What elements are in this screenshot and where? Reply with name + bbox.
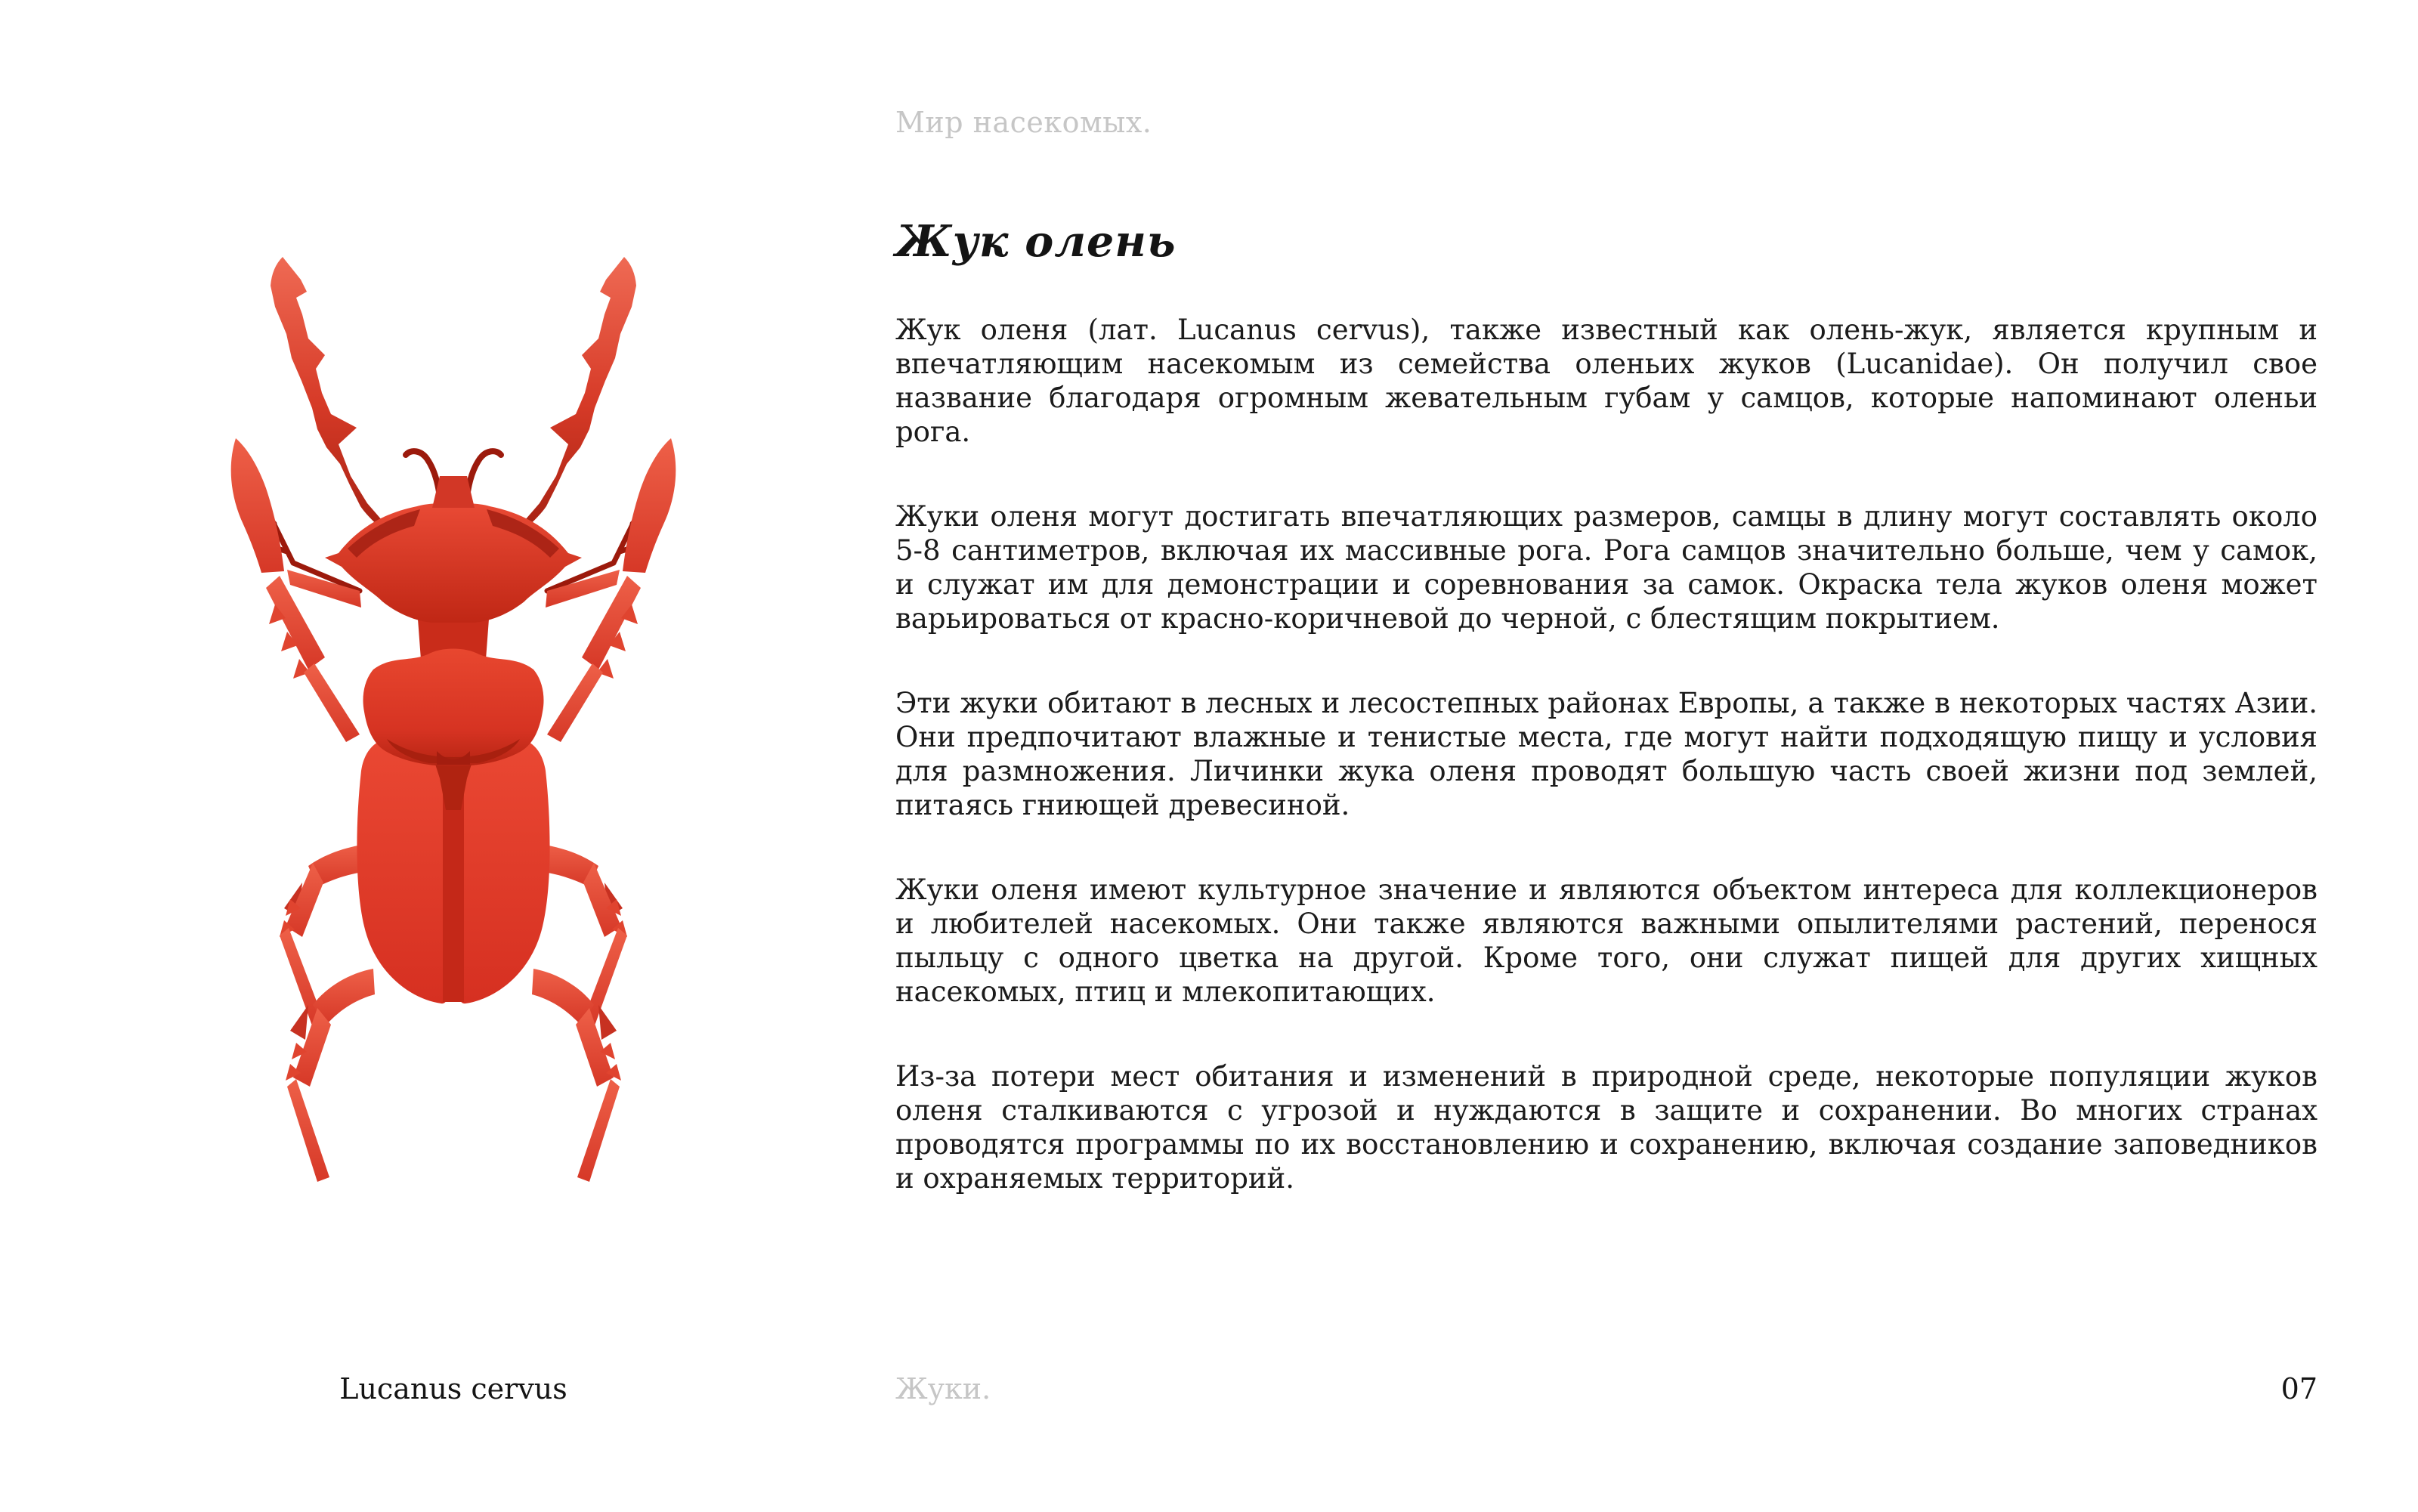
article-paragraph: Жуки оленя могут достигать впечатляющих размеров, самцы в длину могут составлять около 5-8 сантиметров, включая их массивные рога. Рога самцов значительно больше, чем у самок, и служат им для демонстрации и соревнования за самок. Окраска тела жуков оленя может варьироваться от красно-коричневой до черной, с блестящим покрытием. <box>895 500 2318 635</box>
stag-beetle-illustration <box>212 249 695 1186</box>
footer-section-label: Жуки. <box>895 1372 991 1405</box>
article-paragraph: Из-за потери мест обитания и изменений в природной среде, некоторые популяции жуков оленя сталкиваются с угрозой и нуждаются в защите и сохранении. Во многих странах проводятся программы по их восстановлению и сохранению, включая создание заповедников и охраняемых территорий. <box>895 1060 2318 1195</box>
article-body <box>895 313 2318 1246</box>
stag-beetle-icon <box>212 249 695 1186</box>
article-paragraph: Жук оленя (лат. Lucanus cervus), также известный как олень-жук, является крупным и впечатляющим насекомым из семейства оленьих жуков (Lucanidae). Он получил свое название благодаря огромным жевательным губам у самцов, которые напоминают оленьи рога. <box>895 314 2318 448</box>
series-eyebrow: Мир насекомых. <box>895 106 1152 139</box>
head-icon <box>325 503 582 623</box>
page-title: Жук олень <box>895 216 1177 267</box>
footer-species-label: Lucanus cervus <box>339 1372 567 1405</box>
pronotum-icon <box>363 649 544 767</box>
page-number: 07 <box>2280 1372 2318 1405</box>
article-paragraph: Эти жуки обитают в лесных и лесостепных районах Европы, а также в некоторых частях Азии. Они предпочитают влажные и тенистые места, где могут найти подходящую пищу и условия для размножения. Личинки жука оленя проводят большую часть своей жизни под землей, питаясь гниющей древесиной. <box>895 687 2318 821</box>
article-paragraph: Жуки оленя имеют культурное значение и являются объектом интереса для коллекционеров и любителей насекомых. Они также являются важными опылителями растений, перенося пыльцу с одного цветка на другой. Кроме того, они служат пищей для других хищных насекомых, птиц и млекопитающих. <box>895 873 2318 1008</box>
